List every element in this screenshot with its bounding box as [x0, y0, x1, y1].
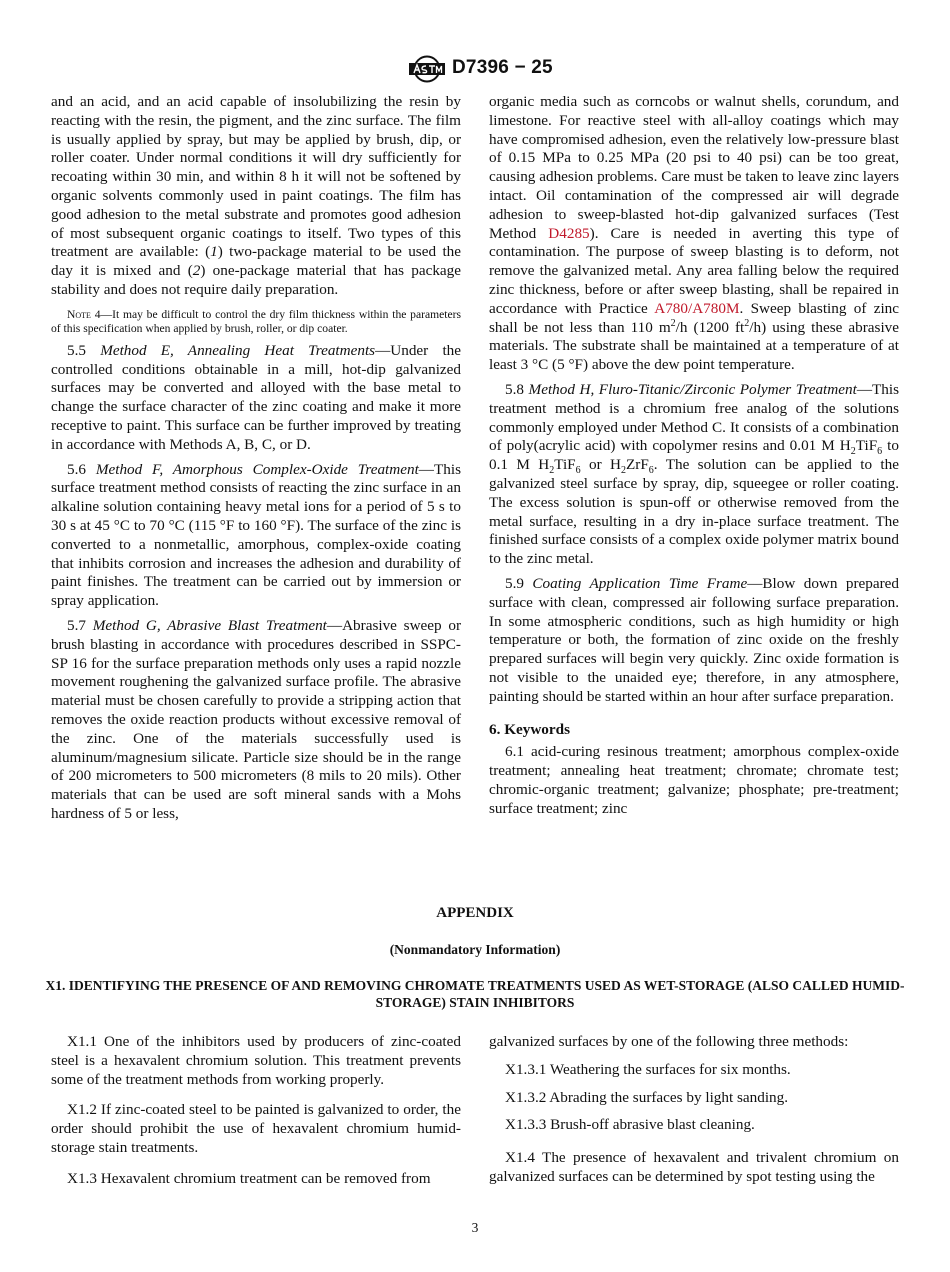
section-5-9: 5.9 Coating Application Time Frame—Blow down prepared surface with clean, compressed air following surface preparation. In some atmospheric conditions, such as high humidity or high temperature or both, the formation of zinc oxide on the freshly prepared surfaces will begin very quickly. Zinc oxide formation is not visible to the unaided eye; therefore, in any atmosphere, painting should be started within an hour after surface preparation.	[489, 574, 900, 705]
page-number: 3	[471, 1220, 479, 1235]
keywords-heading: 6. Keywords	[489, 720, 570, 738]
note-4: Note 4—It may be difficult to control the dry film thickness within the parameters of this specification when applied by brush, roller, or dip coater.	[51, 307, 462, 335]
appendix-x1-heading: X1. IDENTIFYING THE PRESENCE OF AND REMOVING CHROMATE TREATMENTS USED AS WET-STORAGE (ALSO CALLED HUMID-STORAGE) STAIN INHIBITORS	[45, 978, 905, 1010]
appendix-x1-3: X1.3 Hexavalent chromium treatment can be removed from	[67, 1169, 431, 1187]
appendix-x1-1: X1.1 One of the inhibitors used by producers of zinc-coated steel is a hexavalent chromium solution. This treatment prevents some of the treatment methods from working properly.	[51, 1033, 461, 1088]
document-id: D7396 − 25	[452, 57, 553, 78]
paragraph-intro: and an acid, and an acid capable of insolubilizing the resin by reacting with the resin, the pigment, and the zinc surface. The film is usually applied by spray, but may be applied by brush, dip, or roller coater. Under normal conditions it will dry sufficiently for recoating within 30 min, and within 8 h it will not be softened by organic solvents commonly used in paint coatings. The film has good adhesion to the metal substrate and promotes good adhesion of most subsequent organic coatings to itself. Two types of this treatment are available: (1) two-package material to be used the day it is mixed and (2) one-package material that has package stability and does not require daily preparation.	[51, 93, 461, 298]
appendix-right-column	[489, 1033, 899, 1193]
section-5-8: 5.8 Method H, Fluro-Titanic/Zirconic Polymer Treatment—This treatment method is a chromium free analog of the solutions commonly employed under Method C. It consists of a combination of poly(acrylic acid) with copolymer resins and 0.01 M $H_2TiF_6$ to 0.1 M $H_2TiF_6$ or $H_2ZrF_6$. The solution can be applied to the galvanized steel surface by spray, dip, squeegee or roller coating. The excess solution is spun-off or otherwise removed from the metal surface, resulting in a dry in-place surface treatment. The finished surface consists of a complex oxide polymer matrix bound to the zinc metal.	[489, 380, 900, 568]
section-5-6: 5.6 Method F, Amorphous Complex-Oxide Treatment—This surface treatment method consists of reacting the zinc surface in an alkaline solution containing heavy metal ions for a period of 5 s to 30 s at 45 °C to 70 °C (115 °F to 160 °F). The surface of the zinc is converted to a nonmetallic, amorphous, complex-oxide coating that inhibits corrosion and increases the adhesion and durability of paint finishes. The treatment can be carried out by immersion or spray application.	[51, 460, 461, 610]
appendix-x1-2: X1.2 If zinc-coated steel to be painted is galvanized to order, the order should prohibit the use of hexavalent chromium humid-storage stain treatments.	[51, 1101, 461, 1156]
astm-logo-icon	[407, 55, 447, 83]
section-5-5: 5.5 Method E, Annealing Heat Treatments—Under the controlled conditions obtainable in a mill, hot-dip galvanized surfaces may be converted and alloyed with the base metal to change the surface character of the zinc coating and make it more receptive to paint. This surface can be further improved by treating in accordance with Methods A, B, C, or D.	[51, 341, 461, 453]
appendix-x1-4: X1.4 The presence of hexavalent and trivalent chromium on galvanized surfaces can be determined by spot testing using the	[489, 1149, 899, 1185]
appendix-title: APPENDIX	[436, 905, 514, 921]
link-d4285[interactable]: D4285	[548, 224, 590, 242]
appendix-left-column	[51, 1033, 461, 1195]
keywords-text: 6.1 acid-curing resinous treatment; amorphous complex-oxide treatment; annealing heat treatment; chromate; chromate test; chromic-organic treatment; galvanize; phosphate; pre-treatment; surface treatment; zinc	[489, 743, 899, 817]
section-5-7: 5.7 Method G, Abrasive Blast Treatment—Abrasive sweep or brush blasting in accordance with procedures described in SSPC-SP 16 for the surface preparation methods only uses a rapid nozzle movement roughening the galvanized surface profile. The abrasive material must be chosen carefully to provide a stripping action that removes the oxide reaction products without excessive removal of the zinc. One of the materials successfully used is aluminum/magnesium silicate. Particle size should be in the range of 200 micrometers to 500 micrometers (8 mils to 20 mils). Other materials that can be used are soft mineral sands with a Mohs hardness of 5 or less,	[51, 616, 462, 822]
paragraph-abrasive-cont: organic media such as corncobs or walnut shells, corundum, and limestone. For reactive steel with all-alloy coatings which may have compromised adhesion, even the relatively low-pressure blast of 0.15 MPa to 0.25 MPa (20 psi to 40 psi) can be too great, causing adhesion problems. Care must be taken to leave zinc layers intact. Oil contamination of the compressed air will degrade adhesion to sweep-blasted hot-dip galvanized surfaces (Test Method D4285). Care is needed in averting this type of contamination. The purpose of sweep blasting is to deform, not remove the galvanized metal. Any area falling below the required zinc thickness, before or after sweep blasting, shall be repaired in accordance with Practice A780/A780M. Sweep blasting of zinc shall be not less than 110 $m^2/h$ (1200 $ft^2/h$) using these abrasive materials. The substrate shall be maintained at a temperature of at least 3 °C (5 °F) above the dew point temperature.	[489, 93, 899, 374]
left-column	[51, 93, 461, 830]
appendix-x1-3-2: X1.3.2 Abrading the surfaces by light sanding.	[505, 1088, 789, 1106]
appendix-subtitle: (Nonmandatory Information)	[389, 942, 561, 957]
page-header	[0, 55, 950, 85]
appendix-x1-3-cont: galvanized surfaces by one of the following three methods:	[489, 1033, 849, 1050]
appendix-x1-3-1: X1.3.1 Weathering the surfaces for six months.	[505, 1060, 791, 1078]
appendix-x1-3-3: X1.3.3 Brush-off abrasive blast cleaning.	[505, 1116, 755, 1134]
right-column	[489, 93, 899, 824]
link-a780[interactable]: A780/A780M	[654, 299, 740, 317]
